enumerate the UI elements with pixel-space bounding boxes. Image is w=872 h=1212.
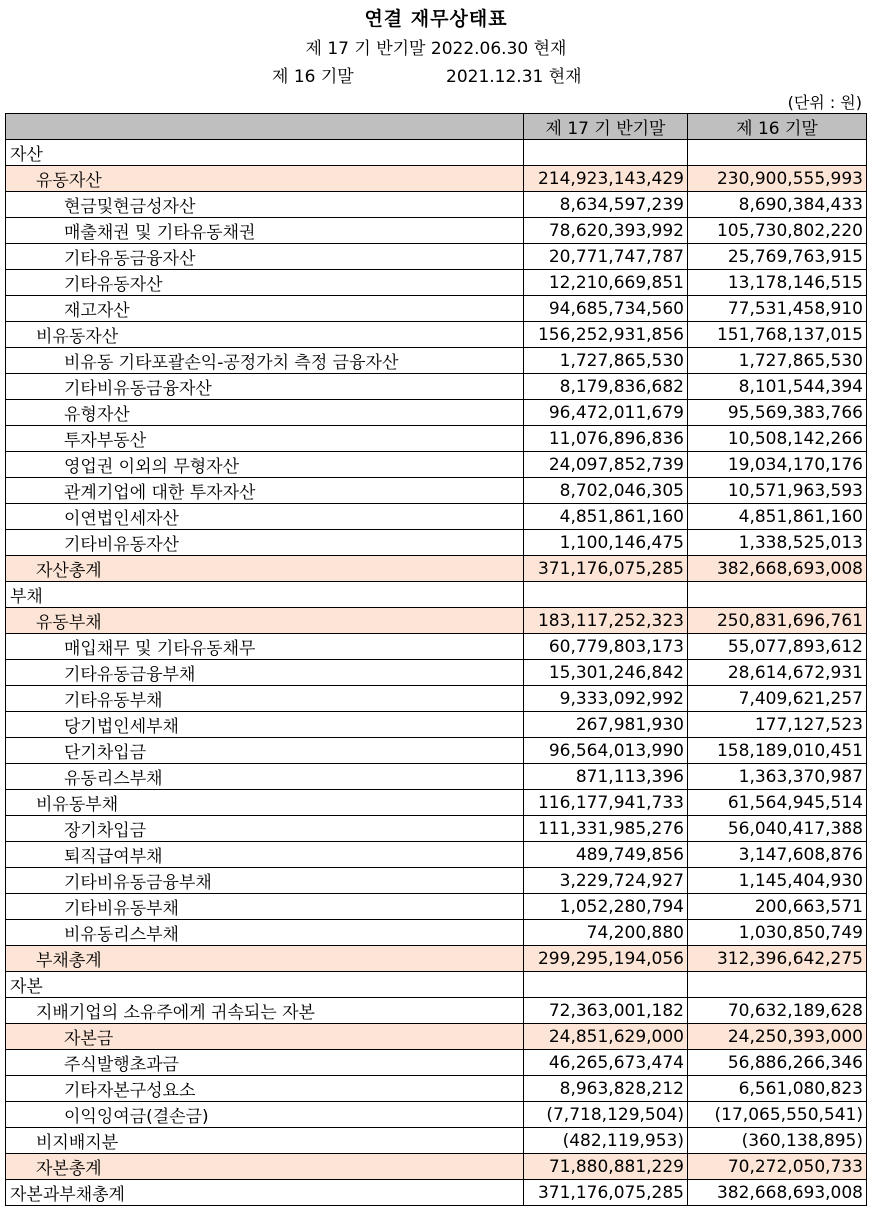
- account-label: 유형자산: [6, 400, 524, 426]
- table-row: [6, 1076, 867, 1102]
- table-row: [6, 634, 867, 660]
- prior-period-value: 6,561,080,823: [688, 1076, 867, 1102]
- table-row: [6, 1024, 867, 1050]
- table-row: [6, 712, 867, 738]
- account-label: 영업권 이외의 무형자산: [6, 452, 524, 478]
- prior-period-value: 70,272,050,733: [688, 1154, 867, 1180]
- table-row: [6, 166, 867, 192]
- account-label: 이익잉여금(결손금): [6, 1102, 524, 1128]
- table-row: [6, 790, 867, 816]
- current-period-value: 8,963,828,212: [524, 1076, 688, 1102]
- current-period-value: 72,363,001,182: [524, 998, 688, 1024]
- current-period-value: 96,564,013,990: [524, 738, 688, 764]
- current-period-line: 제 17 기 반기말 2022.06.30 현재: [305, 39, 567, 59]
- account-label: 자산: [6, 140, 524, 166]
- prior-period-value: 382,668,693,008: [688, 556, 867, 582]
- account-label: 자본금: [6, 1024, 524, 1050]
- prior-period-value: 61,564,945,514: [688, 790, 867, 816]
- prior-period-value: 200,663,571: [688, 894, 867, 920]
- table-row: [6, 426, 867, 452]
- prior-period-label: 제 16 기말: [272, 67, 354, 87]
- account-label: 기타비유동자산: [6, 530, 524, 556]
- current-period-value: 9,333,092,992: [524, 686, 688, 712]
- table-row: [6, 868, 867, 894]
- account-label: 당기법인세부채: [6, 712, 524, 738]
- account-label: 자본: [6, 972, 524, 998]
- table-row: [6, 1050, 867, 1076]
- current-period-value: 871,113,396: [524, 764, 688, 790]
- prior-period-value: 3,147,608,876: [688, 842, 867, 868]
- current-period-value: 1,727,865,530: [524, 348, 688, 374]
- current-period-value: 71,880,881,229: [524, 1154, 688, 1180]
- table-header-row: [6, 114, 867, 140]
- table-row: [6, 1180, 867, 1206]
- current-period-value: 74,200,880: [524, 920, 688, 946]
- prior-period-value: 19,034,170,176: [688, 452, 867, 478]
- account-label: 자본총계: [6, 1154, 524, 1180]
- account-label: 주식발행초과금: [6, 1050, 524, 1076]
- account-label: 자본과부채총계: [6, 1180, 524, 1206]
- prior-period-value: 1,363,370,987: [688, 764, 867, 790]
- account-label: 기타유동부채: [6, 686, 524, 712]
- current-period-value: 12,210,669,851: [524, 270, 688, 296]
- prior-period-value: 8,101,544,394: [688, 374, 867, 400]
- table-row: [6, 1102, 867, 1128]
- current-period-value: 111,331,985,276: [524, 816, 688, 842]
- account-label: 비지배지분: [6, 1128, 524, 1154]
- table-row: [6, 452, 867, 478]
- account-label: 투자부동산: [6, 426, 524, 452]
- prior-period-value: 7,409,621,257: [688, 686, 867, 712]
- prior-period-value: 24,250,393,000: [688, 1024, 867, 1050]
- prior-period-value: 151,768,137,015: [688, 322, 867, 348]
- prior-period-value: 25,769,763,915: [688, 244, 867, 270]
- current-period-value: 156,252,931,856: [524, 322, 688, 348]
- current-period-value: [524, 140, 688, 166]
- account-label: 이연법인세자산: [6, 504, 524, 530]
- account-label: 부채: [6, 582, 524, 608]
- prior-period-value: 177,127,523: [688, 712, 867, 738]
- account-label: 비유동 기타포괄손익-공정가치 측정 금융자산: [6, 348, 524, 374]
- current-period-value: [524, 972, 688, 998]
- prior-period-value: 95,569,383,766: [688, 400, 867, 426]
- prior-period-value: 1,145,404,930: [688, 868, 867, 894]
- account-label: 매출채권 및 기타유동채권: [6, 218, 524, 244]
- current-period-value: 1,052,280,794: [524, 894, 688, 920]
- table-row: [6, 296, 867, 322]
- prior-period-date: 2021.12.31 현재: [446, 67, 582, 87]
- account-label: 관계기업에 대한 투자자산: [6, 478, 524, 504]
- table-body: [6, 140, 867, 1206]
- current-period-value: 1,100,146,475: [524, 530, 688, 556]
- prior-period-value: 230,900,555,993: [688, 166, 867, 192]
- account-label: 현금및현금성자산: [6, 192, 524, 218]
- account-label: 퇴직급여부채: [6, 842, 524, 868]
- prior-period-value: 70,632,189,628: [688, 998, 867, 1024]
- prior-period-value: 1,338,525,013: [688, 530, 867, 556]
- account-label: 단기차입금: [6, 738, 524, 764]
- prior-period-value: [688, 972, 867, 998]
- current-period-value: 96,472,011,679: [524, 400, 688, 426]
- prior-period-value: [688, 582, 867, 608]
- header-current-period: 제 17 기 반기말: [524, 114, 688, 140]
- account-label: 기타비유동금융부채: [6, 868, 524, 894]
- table-row: [6, 556, 867, 582]
- current-period-value: 78,620,393,992: [524, 218, 688, 244]
- current-period-value: (7,718,129,504): [524, 1102, 688, 1128]
- prior-period-value: 312,396,642,275: [688, 946, 867, 972]
- account-label: 기타유동금융자산: [6, 244, 524, 270]
- table-row: [6, 608, 867, 634]
- account-label: 재고자산: [6, 296, 524, 322]
- prior-period-value: (17,065,550,541): [688, 1102, 867, 1128]
- current-period-value: 489,749,856: [524, 842, 688, 868]
- current-period-value: 299,295,194,056: [524, 946, 688, 972]
- table-row: [6, 322, 867, 348]
- prior-period-value: 158,189,010,451: [688, 738, 867, 764]
- table-row: [6, 686, 867, 712]
- current-period-value: 214,923,143,429: [524, 166, 688, 192]
- current-period-value: 94,685,734,560: [524, 296, 688, 322]
- balance-sheet-table: [5, 113, 867, 1206]
- current-period-value: 267,981,930: [524, 712, 688, 738]
- table-row: [6, 1154, 867, 1180]
- current-period-value: 371,176,075,285: [524, 556, 688, 582]
- account-label: 유동리스부채: [6, 764, 524, 790]
- table-row: [6, 816, 867, 842]
- account-label: 비유동리스부채: [6, 920, 524, 946]
- prior-period-value: 28,614,672,931: [688, 660, 867, 686]
- current-period-value: 60,779,803,173: [524, 634, 688, 660]
- current-period-value: 371,176,075,285: [524, 1180, 688, 1206]
- table-row: [6, 894, 867, 920]
- table-row: [6, 270, 867, 296]
- table-row: [6, 1128, 867, 1154]
- table-row: [6, 348, 867, 374]
- table-row: [6, 582, 867, 608]
- table-row: [6, 244, 867, 270]
- table-row: [6, 660, 867, 686]
- prior-period-value: 1,727,865,530: [688, 348, 867, 374]
- account-label: 장기차입금: [6, 816, 524, 842]
- account-label: 지배기업의 소유주에게 귀속되는 자본: [6, 998, 524, 1024]
- current-period-value: (482,119,953): [524, 1128, 688, 1154]
- current-period-value: 15,301,246,842: [524, 660, 688, 686]
- prior-period-value: (360,138,895): [688, 1128, 867, 1154]
- current-period-value: 8,179,836,682: [524, 374, 688, 400]
- table-row: [6, 998, 867, 1024]
- table-row: [6, 738, 867, 764]
- table-row: [6, 140, 867, 166]
- table-row: [6, 374, 867, 400]
- table-row: [6, 400, 867, 426]
- prior-period-value: 56,040,417,388: [688, 816, 867, 842]
- account-label: 매입채무 및 기타유동채무: [6, 634, 524, 660]
- current-period-value: 11,076,896,836: [524, 426, 688, 452]
- prior-period-value: 77,531,458,910: [688, 296, 867, 322]
- current-period-value: 24,851,629,000: [524, 1024, 688, 1050]
- prior-period-value: 10,508,142,266: [688, 426, 867, 452]
- account-label: 유동부채: [6, 608, 524, 634]
- account-label: 자산총계: [6, 556, 524, 582]
- account-label: 부채총계: [6, 946, 524, 972]
- account-label: 기타비유동금융자산: [6, 374, 524, 400]
- prior-period-value: 1,030,850,749: [688, 920, 867, 946]
- current-period-value: 46,265,673,474: [524, 1050, 688, 1076]
- header-prior-period: 제 16 기말: [688, 114, 867, 140]
- table-row: [6, 504, 867, 530]
- prior-period-value: 10,571,963,593: [688, 478, 867, 504]
- header-account: [6, 114, 524, 140]
- account-label: 기타자본구성요소: [6, 1076, 524, 1102]
- unit-label: (단위 : 원): [787, 93, 862, 112]
- prior-period-value: 105,730,802,220: [688, 218, 867, 244]
- current-period-value: [524, 582, 688, 608]
- prior-period-value: 55,077,893,612: [688, 634, 867, 660]
- current-period-value: 3,229,724,927: [524, 868, 688, 894]
- table-row: [6, 920, 867, 946]
- table-row: [6, 530, 867, 556]
- prior-period-value: 250,831,696,761: [688, 608, 867, 634]
- prior-period-value: 4,851,861,160: [688, 504, 867, 530]
- account-label: 기타비유동부채: [6, 894, 524, 920]
- prior-period-value: 382,668,693,008: [688, 1180, 867, 1206]
- table-row: [6, 972, 867, 998]
- table-row: [6, 946, 867, 972]
- current-period-value: 4,851,861,160: [524, 504, 688, 530]
- table-row: [6, 842, 867, 868]
- current-period-value: 24,097,852,739: [524, 452, 688, 478]
- account-label: 유동자산: [6, 166, 524, 192]
- current-period-value: 183,117,252,323: [524, 608, 688, 634]
- statement-title: 연결 재무상태표: [364, 8, 508, 30]
- table-row: [6, 478, 867, 504]
- current-period-value: 8,702,046,305: [524, 478, 688, 504]
- prior-period-value: [688, 140, 867, 166]
- table-row: [6, 764, 867, 790]
- current-period-value: 116,177,941,733: [524, 790, 688, 816]
- prior-period-value: 13,178,146,515: [688, 270, 867, 296]
- prior-period-value: 8,690,384,433: [688, 192, 867, 218]
- prior-period-value: 56,886,266,346: [688, 1050, 867, 1076]
- current-period-value: 8,634,597,239: [524, 192, 688, 218]
- account-label: 비유동자산: [6, 322, 524, 348]
- table-row: [6, 218, 867, 244]
- account-label: 기타유동금융부채: [6, 660, 524, 686]
- table-row: [6, 192, 867, 218]
- account-label: 기타유동자산: [6, 270, 524, 296]
- current-period-value: 20,771,747,787: [524, 244, 688, 270]
- account-label: 비유동부채: [6, 790, 524, 816]
